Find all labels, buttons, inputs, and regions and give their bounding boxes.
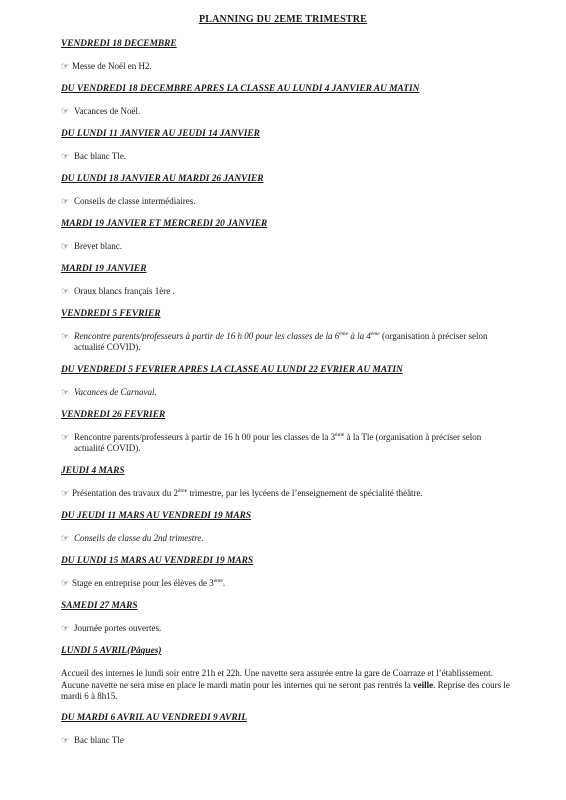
pointing-hand-icon: ☞ <box>61 286 70 296</box>
pointing-hand-icon: ☞ <box>61 61 70 71</box>
item-text: Journée portes ouvertes. <box>74 623 162 633</box>
item-text <box>74 331 511 353</box>
item-text: Bac blanc Tle <box>74 734 124 745</box>
pointing-hand-icon: ☞ <box>61 151 70 161</box>
list-item <box>61 578 511 589</box>
list-item <box>61 432 511 454</box>
list-item <box>61 196 511 207</box>
item-text-part: Présentation des travaux du 2 <box>72 488 178 498</box>
pointing-hand-icon: ☞ <box>61 196 70 206</box>
pointing-hand-icon: ☞ <box>61 734 70 745</box>
list-item <box>61 61 511 72</box>
planning-section <box>61 83 511 117</box>
item-text <box>72 488 511 499</box>
planning-section <box>61 510 511 544</box>
ordinal-suffix: ème <box>335 432 345 438</box>
item-text-part: Stage en entreprise pour les élèves de 3 <box>72 578 214 588</box>
pointing-hand-icon: ☞ <box>61 488 70 498</box>
list-item <box>61 241 511 252</box>
list-item <box>61 151 511 162</box>
ordinal-suffix: ème <box>177 488 188 494</box>
planning-section <box>61 465 511 499</box>
list-item <box>61 106 511 117</box>
section-heading: JEUDI 4 MARS <box>61 466 125 476</box>
item-text: Conseils de classe intermédiaires. <box>74 196 196 206</box>
section-heading: VENDREDI 26 FEVRIER <box>61 410 166 420</box>
planning-section <box>61 600 511 634</box>
ordinal-suffix: ème <box>370 331 380 337</box>
planning-section <box>61 38 511 72</box>
planning-section <box>61 173 511 207</box>
list-item <box>61 286 511 297</box>
planning-section <box>61 218 511 252</box>
item-text: Messe de Noël en H2. <box>72 61 152 71</box>
pointing-hand-icon: ☞ <box>61 331 70 341</box>
section-heading: DU VENDREDI 5 FEVRIER APRES LA CLASSE AU LUNDI 22 EVRIER AU MATIN <box>61 365 403 375</box>
ordinal-suffix: ème <box>213 578 223 584</box>
pointing-hand-icon: ☞ <box>61 578 70 588</box>
section-heading: VENDREDI 5 FEVRIER <box>61 309 161 319</box>
page-title: PLANNING DU 2EME TRIMESTRE <box>198 14 368 25</box>
list-item <box>61 533 511 544</box>
item-text <box>72 578 511 589</box>
list-item <box>61 735 511 746</box>
item-text <box>74 432 511 454</box>
list-item <box>61 387 511 398</box>
planning-section <box>61 263 511 297</box>
item-text-part: Rencontre parents/professeurs à partir de 16 h 00 pour les classes de la 6 <box>74 331 340 341</box>
item-text-part: Rencontre parents/professeurs à partir de 16 h 00 pour les classes de la 3 <box>74 432 336 442</box>
section-heading: DU MARDI 6 AVRIL AU VENDREDI 9 AVRIL <box>61 712 248 723</box>
planning-section <box>61 364 511 398</box>
item-text: Vacances de Carnaval. <box>74 387 157 397</box>
item-text: Brevet blanc. <box>74 241 122 251</box>
ordinal-suffix: ème <box>339 331 349 337</box>
paragraph-emphasis: veille <box>413 679 434 690</box>
section-heading: DU LUNDI 11 JANVIER AU JEUDI 14 JANVIER <box>61 129 260 139</box>
section-heading: VENDREDI 18 DECEMBRE <box>61 39 177 49</box>
pointing-hand-icon: ☞ <box>61 623 70 633</box>
section-heading: LUNDI 5 AVRIL(Pâques) <box>61 646 162 656</box>
paragraph-text: Accueil des internes le lundi soir entre 21h et 22h. Une navette sera assurée entre la gare de Coarraze et l’établissement. Aucune navette ne sera mise en place le mardi matin pour les internes qui ne seront pas rentrés la <box>61 668 493 690</box>
planning-section <box>61 555 511 589</box>
item-text: Bac blanc Tle. <box>74 151 127 161</box>
item-text-part: à la Tle (organisation à préciser selon actualité COVID). <box>74 432 482 453</box>
section-heading: DU VENDREDI 18 DECEMBRE APRES LA CLASSE AU LUNDI 4 JANVIER AU MATIN <box>61 84 420 94</box>
item-text: Conseils de classe du 2nd trimestre. <box>74 533 204 543</box>
list-item <box>61 623 511 634</box>
section-heading: DU JEUDI 11 MARS AU VENDREDI 19 MARS <box>61 511 252 521</box>
section-heading: MARDI 19 JANVIER ET MERCREDI 20 JANVIER <box>61 219 268 229</box>
planning-section <box>61 409 511 454</box>
pointing-hand-icon: ☞ <box>61 241 70 251</box>
section-heading: MARDI 19 JANVIER <box>61 264 147 274</box>
planning-section <box>61 308 511 353</box>
planning-content <box>61 38 511 757</box>
section-heading: SAMEDI 27 MARS <box>61 601 138 611</box>
item-text-part: (organisation à préciser selon actualité COVID). <box>74 331 488 352</box>
item-text: Vacances de Noël. <box>74 106 141 116</box>
section-heading: DU LUNDI 18 JANVIER AU MARDI 26 JANVIER <box>61 174 264 184</box>
planning-section <box>61 128 511 162</box>
pointing-hand-icon: ☞ <box>61 432 70 442</box>
planning-section <box>61 712 511 746</box>
paragraph-text: . Reprise des cours le mardi 6 à 8h15. <box>61 679 510 701</box>
pointing-hand-icon: ☞ <box>61 106 70 116</box>
item-text-part: à la 4 <box>348 331 371 341</box>
section-heading: DU LUNDI 15 MARS AU VENDREDI 19 MARS <box>61 556 254 566</box>
list-item <box>61 488 511 499</box>
item-text-part: trimestre, par les lycéens de l’enseignement de spécialité théâtre. <box>187 488 423 498</box>
pointing-hand-icon: ☞ <box>61 533 70 543</box>
paragraph <box>61 668 511 703</box>
item-text: Oraux blancs français 1ère . <box>74 286 175 296</box>
list-item <box>61 331 511 353</box>
pointing-hand-icon: ☞ <box>61 387 70 397</box>
planning-section <box>61 645 511 703</box>
item-text-part: . <box>222 578 226 588</box>
